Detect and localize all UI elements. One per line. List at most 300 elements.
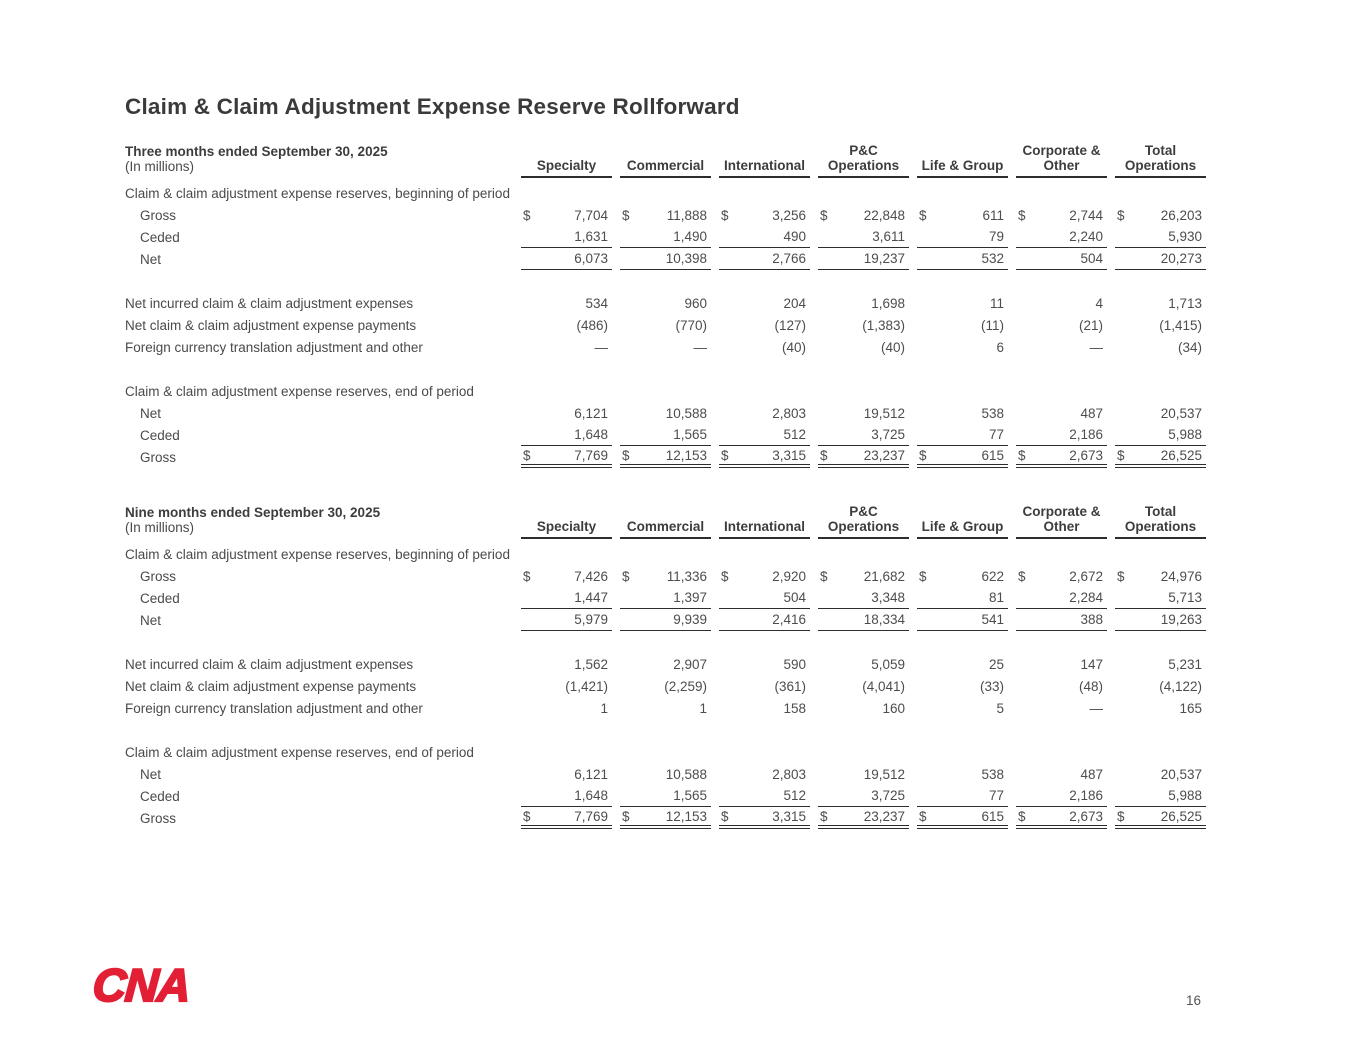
column-header-line: International xyxy=(723,519,805,534)
value-cell xyxy=(1016,248,1107,270)
value-cell xyxy=(521,292,612,314)
table-row xyxy=(125,204,1207,226)
cell-value: 10,588 xyxy=(665,405,707,421)
value-cell xyxy=(1016,807,1107,829)
value-cell xyxy=(1016,226,1107,248)
value-cell xyxy=(521,697,612,719)
value-cell xyxy=(917,587,1008,609)
cell-value: 2,240 xyxy=(1069,229,1103,244)
value-cell xyxy=(1115,807,1206,829)
value-cell xyxy=(620,292,711,314)
units-label: (In millions) xyxy=(125,520,195,535)
cell-value: 5,713 xyxy=(1168,590,1202,605)
table-caption xyxy=(125,144,513,178)
value-cell xyxy=(818,402,909,424)
column-header xyxy=(620,158,711,178)
cell-value: 2,672 xyxy=(1069,568,1103,584)
cell-value: 20,537 xyxy=(1160,766,1202,782)
value-cell xyxy=(620,565,711,587)
cell-value: — xyxy=(693,339,707,355)
spacer-row xyxy=(125,719,1207,741)
dollar-sign: $ xyxy=(721,568,729,584)
period-label: Three months ended September 30, 2025 xyxy=(125,144,388,159)
column-header xyxy=(521,519,612,539)
cell-value: 10,588 xyxy=(665,766,707,782)
cell-value: (34) xyxy=(1177,339,1202,355)
value-cell xyxy=(1016,424,1107,446)
table-row xyxy=(125,653,1207,675)
column-header xyxy=(917,158,1008,178)
cell-value: 147 xyxy=(1080,656,1103,672)
dollar-sign: $ xyxy=(1018,447,1026,463)
cell-value: 26,525 xyxy=(1160,808,1202,824)
cell-value: (486) xyxy=(576,317,608,333)
cell-value: 25 xyxy=(988,656,1004,672)
row-label: Net xyxy=(140,251,162,267)
column-header-line: Life & Group xyxy=(921,519,1004,534)
row-label: Net claim & claim adjustment expense payments xyxy=(125,678,417,694)
column-header xyxy=(719,519,810,539)
table-row xyxy=(125,424,1207,446)
value-cell xyxy=(1115,675,1206,697)
cell-value: 5,930 xyxy=(1168,229,1202,244)
section-row xyxy=(125,182,1207,204)
value-cell xyxy=(1016,402,1107,424)
table-row xyxy=(125,587,1207,609)
column-header-line: Commercial xyxy=(626,158,705,173)
value-cell xyxy=(818,785,909,807)
column-header-line: Total xyxy=(1144,504,1177,519)
cell-value: (1,383) xyxy=(862,317,905,333)
cell-value: 504 xyxy=(1080,251,1103,266)
cell-value: 2,766 xyxy=(772,251,806,266)
cell-value: 1,562 xyxy=(574,656,608,672)
value-cell xyxy=(1115,446,1206,468)
cell-value: 2,416 xyxy=(772,612,806,627)
cell-value: 81 xyxy=(988,590,1004,605)
cell-value: 77 xyxy=(988,788,1004,803)
cell-value: 23,237 xyxy=(863,808,905,824)
cell-value: 1,565 xyxy=(673,788,707,803)
dollar-sign: $ xyxy=(820,447,828,463)
value-cell xyxy=(917,675,1008,697)
dollar-sign: $ xyxy=(1018,808,1026,824)
value-cell xyxy=(818,424,909,446)
cell-value: 2,673 xyxy=(1069,447,1103,463)
value-cell xyxy=(521,424,612,446)
table-row xyxy=(125,785,1207,807)
cell-value: 5,988 xyxy=(1168,788,1202,803)
table-row xyxy=(125,226,1207,248)
value-cell xyxy=(1115,314,1206,336)
cell-value: 7,769 xyxy=(574,808,608,824)
value-cell xyxy=(620,424,711,446)
cell-value: 19,237 xyxy=(863,251,905,266)
value-cell xyxy=(620,402,711,424)
value-cell xyxy=(818,336,909,358)
cell-value: 5,231 xyxy=(1168,656,1202,672)
cell-value: 2,803 xyxy=(772,405,806,421)
column-header-line: Specialty xyxy=(536,519,597,534)
value-cell xyxy=(719,807,810,829)
column-header-line: Life & Group xyxy=(921,158,1004,173)
value-cell xyxy=(521,785,612,807)
column-header-line: Operations xyxy=(1124,158,1197,173)
row-label: Net claim & claim adjustment expense payments xyxy=(125,317,417,333)
value-cell xyxy=(1016,763,1107,785)
page-number: 16 xyxy=(1185,993,1201,1008)
value-cell xyxy=(1016,292,1107,314)
cell-value: 388 xyxy=(1080,612,1103,627)
cell-value: 5,059 xyxy=(871,656,905,672)
value-cell xyxy=(719,763,810,785)
row-label: Foreign currency translation adjustment and other xyxy=(125,339,423,355)
cell-value: 20,273 xyxy=(1160,251,1202,266)
dollar-sign: $ xyxy=(1117,808,1125,824)
cell-value: 160 xyxy=(882,700,905,716)
row-label: Gross xyxy=(140,810,177,826)
column-header-line: Specialty xyxy=(536,158,597,173)
column-header-line: P&C xyxy=(849,143,878,158)
dollar-sign: $ xyxy=(820,207,828,223)
cell-value: 77 xyxy=(988,427,1004,442)
dollar-sign: $ xyxy=(919,207,927,223)
cell-value: 6,121 xyxy=(574,766,608,782)
cell-value: 1,490 xyxy=(673,229,707,244)
cell-value: — xyxy=(594,339,608,355)
value-cell xyxy=(917,226,1008,248)
value-cell xyxy=(521,226,612,248)
value-cell xyxy=(1115,204,1206,226)
cell-value: 3,348 xyxy=(871,590,905,605)
cell-value: 1,648 xyxy=(574,788,608,803)
cell-value: 7,704 xyxy=(574,207,608,223)
cell-value: (361) xyxy=(774,678,806,694)
value-cell xyxy=(818,807,909,829)
row-label: Gross xyxy=(140,207,177,223)
cell-value: 26,525 xyxy=(1160,447,1202,463)
dollar-sign: $ xyxy=(622,447,630,463)
dollar-sign: $ xyxy=(1018,207,1026,223)
value-cell xyxy=(719,292,810,314)
cell-value: 590 xyxy=(783,656,806,672)
value-cell xyxy=(818,248,909,270)
dollar-sign: $ xyxy=(820,568,828,584)
cell-value: (40) xyxy=(880,339,905,355)
cell-value: 512 xyxy=(783,427,806,442)
dollar-sign: $ xyxy=(721,447,729,463)
cell-value: 1,565 xyxy=(673,427,707,442)
cell-value: 490 xyxy=(783,229,806,244)
value-cell xyxy=(818,314,909,336)
column-header-line: Other xyxy=(1043,158,1080,173)
value-cell xyxy=(620,336,711,358)
cell-value: 5,988 xyxy=(1168,427,1202,442)
cell-value: (11) xyxy=(980,317,1004,333)
cell-value: 204 xyxy=(783,295,806,311)
cell-value: (1,415) xyxy=(1159,317,1202,333)
value-cell xyxy=(719,697,810,719)
cell-value: 2,186 xyxy=(1069,788,1103,803)
column-header-line: Corporate & xyxy=(1022,504,1101,519)
value-cell xyxy=(917,424,1008,446)
value-cell xyxy=(818,763,909,785)
column-header-line: Operations xyxy=(827,519,900,534)
cell-value: 1,447 xyxy=(574,590,608,605)
cell-value: 2,673 xyxy=(1069,808,1103,824)
value-cell xyxy=(719,226,810,248)
value-cell xyxy=(1115,424,1206,446)
column-header-line: Operations xyxy=(1124,519,1197,534)
cell-value: 487 xyxy=(1080,766,1103,782)
value-cell xyxy=(818,653,909,675)
cell-value: 2,907 xyxy=(673,656,707,672)
cell-value: 541 xyxy=(981,612,1004,627)
cell-value: 2,920 xyxy=(772,568,806,584)
period-label: Nine months ended September 30, 2025 xyxy=(125,505,381,520)
cna-logo: CNA xyxy=(91,959,192,1011)
dollar-sign: $ xyxy=(1117,447,1125,463)
value-cell xyxy=(1115,697,1206,719)
value-cell xyxy=(620,675,711,697)
table-row xyxy=(125,807,1207,829)
column-header-line: International xyxy=(723,158,805,173)
row-label: Net incurred claim & claim adjustment expenses xyxy=(125,656,414,672)
value-cell xyxy=(620,248,711,270)
value-cell xyxy=(917,402,1008,424)
cell-value: 6 xyxy=(996,339,1004,355)
column-header xyxy=(818,504,909,539)
value-cell xyxy=(1115,653,1206,675)
value-cell xyxy=(521,446,612,468)
cell-value: 1 xyxy=(699,700,707,716)
value-cell xyxy=(521,336,612,358)
cell-value: (4,122) xyxy=(1159,678,1202,694)
row-label: Gross xyxy=(140,568,177,584)
value-cell xyxy=(719,587,810,609)
cell-value: (48) xyxy=(1078,678,1103,694)
table-row xyxy=(125,292,1207,314)
cell-value: 10,398 xyxy=(665,251,707,266)
value-cell xyxy=(818,226,909,248)
cell-value: 2,803 xyxy=(772,766,806,782)
row-label: Foreign currency translation adjustment and other xyxy=(125,700,423,716)
value-cell xyxy=(818,697,909,719)
value-cell xyxy=(719,565,810,587)
value-cell xyxy=(917,697,1008,719)
value-cell xyxy=(1115,609,1206,631)
value-cell xyxy=(620,446,711,468)
cell-value: (33) xyxy=(979,678,1004,694)
spacer-row xyxy=(125,270,1207,292)
value-cell xyxy=(620,763,711,785)
value-cell xyxy=(1016,609,1107,631)
table-row xyxy=(125,336,1207,358)
dollar-sign: $ xyxy=(523,568,531,584)
value-cell xyxy=(719,336,810,358)
cell-value: 532 xyxy=(981,251,1004,266)
value-cell xyxy=(1115,402,1206,424)
cell-value: 22,848 xyxy=(863,207,905,223)
value-cell xyxy=(1016,697,1107,719)
value-cell xyxy=(521,565,612,587)
column-header xyxy=(1016,504,1107,539)
cell-value: (21) xyxy=(1078,317,1103,333)
cell-value: 21,682 xyxy=(863,568,905,584)
row-label: Net xyxy=(140,766,162,782)
value-cell xyxy=(521,402,612,424)
value-cell xyxy=(1115,336,1206,358)
cell-value: 622 xyxy=(981,568,1004,584)
value-cell xyxy=(620,807,711,829)
cell-value: 7,769 xyxy=(574,447,608,463)
cell-value: 20,537 xyxy=(1160,405,1202,421)
value-cell xyxy=(719,675,810,697)
column-header xyxy=(818,143,909,178)
cell-value: 2,284 xyxy=(1069,590,1103,605)
value-cell xyxy=(719,314,810,336)
table-row xyxy=(125,446,1207,468)
value-cell xyxy=(818,292,909,314)
cell-value: 1,397 xyxy=(673,590,707,605)
value-cell xyxy=(917,248,1008,270)
column-header-line: Operations xyxy=(827,158,900,173)
cell-value: 504 xyxy=(783,590,806,605)
value-cell xyxy=(719,653,810,675)
row-label: Net xyxy=(140,612,162,628)
value-cell xyxy=(1016,446,1107,468)
table-row xyxy=(125,763,1207,785)
cell-value: 19,263 xyxy=(1160,612,1202,627)
table-row xyxy=(125,565,1207,587)
table-row xyxy=(125,248,1207,270)
dollar-sign: $ xyxy=(919,447,927,463)
cell-value: 18,334 xyxy=(863,612,905,627)
slide-content xyxy=(125,94,1207,829)
dollar-sign: $ xyxy=(721,207,729,223)
cell-value: 158 xyxy=(783,700,806,716)
value-cell xyxy=(620,226,711,248)
value-cell xyxy=(917,565,1008,587)
cell-value: 3,611 xyxy=(872,229,905,244)
value-cell xyxy=(917,653,1008,675)
cell-value: 11,888 xyxy=(666,207,707,223)
value-cell xyxy=(521,763,612,785)
value-cell xyxy=(1016,785,1107,807)
cell-value: 7,426 xyxy=(574,568,608,584)
value-cell xyxy=(818,204,909,226)
value-cell xyxy=(620,609,711,631)
cell-value: 79 xyxy=(988,229,1004,244)
value-cell xyxy=(1115,587,1206,609)
cell-value: 1,713 xyxy=(1168,295,1202,311)
tables-container xyxy=(125,143,1207,829)
cell-value: 1,648 xyxy=(574,427,608,442)
value-cell xyxy=(719,402,810,424)
cell-value: 615 xyxy=(981,447,1004,463)
value-cell xyxy=(818,587,909,609)
cell-value: 23,237 xyxy=(863,447,905,463)
section-row xyxy=(125,543,1207,565)
column-header xyxy=(521,158,612,178)
value-cell xyxy=(917,609,1008,631)
dollar-sign: $ xyxy=(622,808,630,824)
dollar-sign: $ xyxy=(523,447,531,463)
value-cell xyxy=(1016,587,1107,609)
cell-value: 512 xyxy=(783,788,806,803)
value-cell xyxy=(719,204,810,226)
table-row xyxy=(125,314,1207,336)
value-cell xyxy=(1115,763,1206,785)
cell-value: (2,259) xyxy=(664,678,707,694)
cell-value: 960 xyxy=(684,295,707,311)
value-cell xyxy=(521,314,612,336)
value-cell xyxy=(917,785,1008,807)
value-cell xyxy=(818,609,909,631)
cell-value: — xyxy=(1089,339,1103,355)
cell-value: 3,315 xyxy=(772,808,806,824)
dollar-sign: $ xyxy=(820,808,828,824)
value-cell xyxy=(1016,314,1107,336)
table-row xyxy=(125,675,1207,697)
cell-value: (1,421) xyxy=(565,678,608,694)
cell-value: 19,512 xyxy=(863,405,905,421)
column-header-line: Corporate & xyxy=(1022,143,1101,158)
column-header-line: Total xyxy=(1144,143,1177,158)
cell-value: 165 xyxy=(1179,700,1202,716)
cell-value: 11,336 xyxy=(666,568,707,584)
value-cell xyxy=(1016,336,1107,358)
cell-value: 534 xyxy=(585,295,608,311)
row-label: Net xyxy=(140,405,162,421)
column-header xyxy=(719,158,810,178)
value-cell xyxy=(917,292,1008,314)
value-cell xyxy=(620,785,711,807)
value-cell xyxy=(719,424,810,446)
cell-value: (4,041) xyxy=(862,678,905,694)
value-cell xyxy=(521,204,612,226)
dollar-sign: $ xyxy=(523,207,531,223)
cell-value: (770) xyxy=(675,317,707,333)
value-cell xyxy=(917,807,1008,829)
table-header-row xyxy=(125,504,1207,539)
cell-value: 1,631 xyxy=(574,229,608,244)
cell-value: 3,315 xyxy=(772,447,806,463)
row-label: Claim & claim adjustment expense reserves, end of period xyxy=(125,744,474,760)
reserve-rollforward-table-1 xyxy=(125,143,1207,468)
value-cell xyxy=(1016,653,1107,675)
table-header-row xyxy=(125,143,1207,178)
row-label: Ceded xyxy=(140,788,180,804)
spacer-row xyxy=(125,358,1207,380)
row-label: Ceded xyxy=(140,229,180,245)
row-label: Net incurred claim & claim adjustment expenses xyxy=(125,295,414,311)
value-cell xyxy=(521,675,612,697)
cell-value: (40) xyxy=(781,339,806,355)
column-header-line: Commercial xyxy=(626,519,705,534)
value-cell xyxy=(620,697,711,719)
table-row xyxy=(125,697,1207,719)
section-row xyxy=(125,380,1207,402)
cell-value: 1,698 xyxy=(871,295,905,311)
page-title: Claim & Claim Adjustment Expense Reserve Rollforward xyxy=(125,94,740,119)
value-cell xyxy=(917,446,1008,468)
dollar-sign: $ xyxy=(721,808,729,824)
value-cell xyxy=(719,446,810,468)
table-row xyxy=(125,609,1207,631)
value-cell xyxy=(719,248,810,270)
table-row xyxy=(125,402,1207,424)
